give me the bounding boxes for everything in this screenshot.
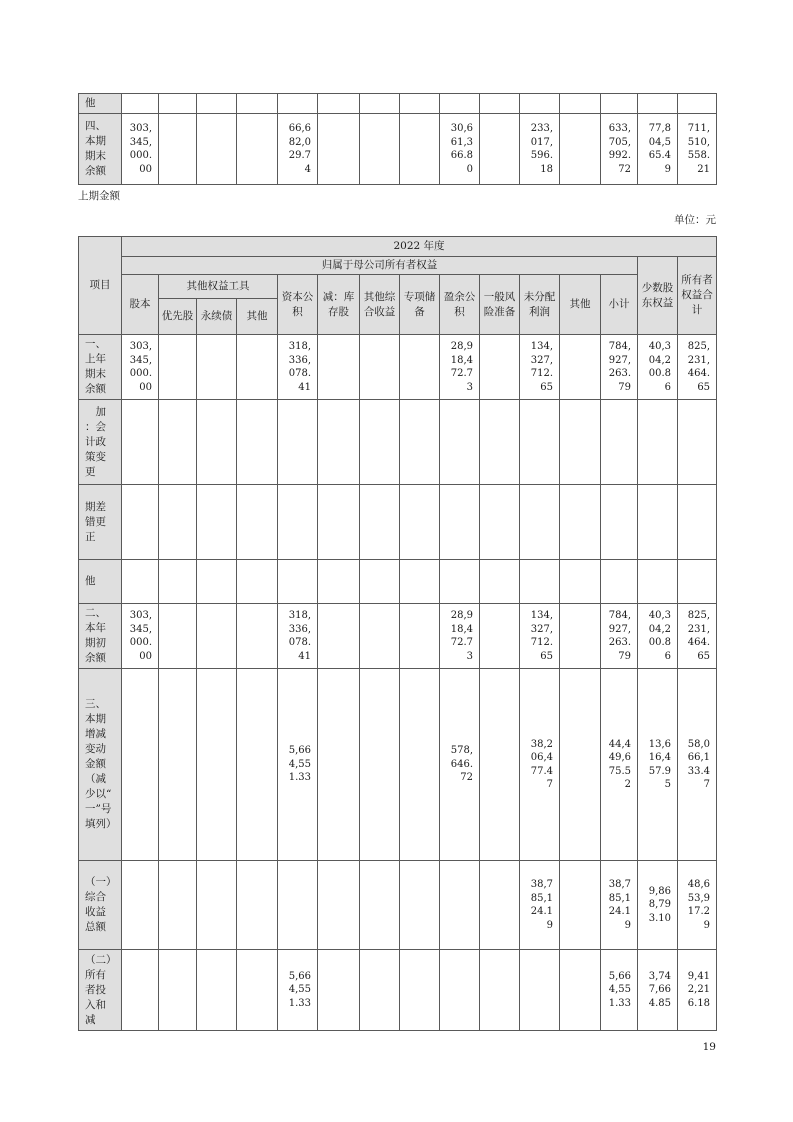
value-cell [122,950,159,1031]
value-cell [122,560,159,604]
value-cell: 303,345,000.00 [122,604,159,669]
value-cell: 5,664,551.33 [278,669,318,861]
value-cell [560,94,601,114]
value-cell [400,861,440,950]
header-special-reserve: 专项储备 [400,275,440,335]
value-cell [560,485,601,560]
value-cell: 66,682,029.74 [278,114,318,185]
value-cell [440,485,480,560]
value-cell [159,335,197,400]
value-cell [400,335,440,400]
value-cell [318,335,360,400]
value-cell [480,950,520,1031]
value-cell [278,861,318,950]
table-row [79,861,717,950]
value-cell [318,604,360,669]
table-row [79,94,717,114]
value-cell [318,114,360,185]
top-table [78,93,717,185]
value-cell [122,94,159,114]
value-cell: 134,327,712.65 [520,335,560,400]
table-row [79,400,717,485]
value-cell [159,560,197,604]
value-cell [360,335,400,400]
value-cell [237,400,278,485]
value-cell [197,114,237,185]
value-cell: 3,747,664.85 [638,950,678,1031]
header-share-capital: 股本 [122,275,159,335]
table-row [79,950,717,1031]
value-cell [318,94,360,114]
header-parent-group: 归属于母公司所有者权益 [122,257,638,275]
value-cell [480,669,520,861]
value-cell [237,604,278,669]
value-cell [360,485,400,560]
value-cell: 825,231,464.65 [678,604,717,669]
row-label: 加：会计政策变更 [79,400,122,485]
row-label: 四、本期期末余额 [79,114,122,185]
value-cell: 9,868,793.10 [638,861,678,950]
value-cell [520,485,560,560]
value-cell: 784,927,263.79 [601,604,638,669]
header-retained-earnings: 未分配利润 [520,275,560,335]
value-cell [480,560,520,604]
value-cell [400,400,440,485]
value-cell: 711,510,558.21 [678,114,717,185]
value-cell [560,114,601,185]
value-cell: 303,345,000.00 [122,335,159,400]
value-cell [159,861,197,950]
value-cell [678,485,717,560]
value-cell [601,560,638,604]
value-cell [237,335,278,400]
value-cell [122,400,159,485]
value-cell [480,604,520,669]
unit-label: 单位：元 [674,214,716,226]
table-row [79,335,717,400]
value-cell [601,94,638,114]
row-label: 他 [79,560,122,604]
value-cell [237,950,278,1031]
value-cell [237,114,278,185]
value-cell [237,560,278,604]
header-surplus-reserve: 盈余公积 [440,275,480,335]
table-row [79,560,717,604]
header-less-treasury: 减：库存股 [318,275,360,335]
value-cell [480,485,520,560]
value-cell [480,861,520,950]
value-cell [601,400,638,485]
value-cell [278,94,318,114]
value-cell [318,861,360,950]
value-cell [638,94,678,114]
header-year: 2022 年度 [122,237,717,257]
value-cell: 38,785,124.19 [520,861,560,950]
header-row-group [79,257,717,275]
value-cell [400,114,440,185]
value-cell [360,114,400,185]
value-cell [400,560,440,604]
value-cell [400,94,440,114]
value-cell [560,669,601,861]
value-cell [278,560,318,604]
value-cell [197,335,237,400]
value-cell [159,950,197,1031]
value-cell [400,669,440,861]
value-cell [440,861,480,950]
table-row [79,669,717,861]
value-cell: 77,804,565.49 [638,114,678,185]
row-label: 二、本年期初余额 [79,604,122,669]
value-cell [318,400,360,485]
value-cell [197,604,237,669]
value-cell [360,560,400,604]
value-cell [560,604,601,669]
value-cell: 38,785,124.19 [601,861,638,950]
value-cell [197,485,237,560]
value-cell [159,669,197,861]
header-row-columns [79,275,717,299]
value-cell [197,950,237,1031]
value-cell [638,400,678,485]
value-cell [159,94,197,114]
value-cell [159,604,197,669]
value-cell: 28,918,472.73 [440,604,480,669]
value-cell [237,485,278,560]
value-cell [440,560,480,604]
table-row [79,114,717,185]
value-cell [678,560,717,604]
value-cell [678,400,717,485]
value-cell: 318,336,078.41 [278,604,318,669]
value-cell [122,861,159,950]
header-subtotal: 小计 [601,275,638,335]
value-cell [440,94,480,114]
value-cell: 38,206,477.47 [520,669,560,861]
value-cell [400,604,440,669]
row-label: 他 [79,94,122,114]
value-cell: 303,345,000.00 [122,114,159,185]
value-cell [560,560,601,604]
value-cell [480,335,520,400]
value-cell [638,485,678,560]
value-cell: 825,231,464.65 [678,335,717,400]
value-cell [560,400,601,485]
value-cell [122,669,159,861]
value-cell [360,861,400,950]
value-cell [360,94,400,114]
header-item: 项目 [79,237,122,335]
value-cell: 5,664,551.33 [601,950,638,1031]
value-cell [520,400,560,485]
value-cell: 28,918,472.73 [440,335,480,400]
value-cell: 784,927,263.79 [601,335,638,400]
value-cell [278,485,318,560]
header-other-tool: 其他 [237,299,278,335]
header-total-equity: 所有者权益合计 [678,257,717,335]
value-cell [560,861,601,950]
header-row-year [79,237,717,257]
value-cell [440,400,480,485]
value-cell [520,560,560,604]
header-perpetual-bonds: 永续债 [197,299,237,335]
value-cell [278,400,318,485]
value-cell [480,94,520,114]
value-cell [237,669,278,861]
main-table [78,236,717,1031]
value-cell [440,950,480,1031]
value-cell [197,560,237,604]
value-cell [360,669,400,861]
value-cell: 30,661,366.80 [440,114,480,185]
table-row [79,604,717,669]
value-cell [197,400,237,485]
value-cell: 58,066,133.47 [678,669,717,861]
value-cell [318,560,360,604]
value-cell [678,94,717,114]
value-cell [318,669,360,861]
value-cell: 134,327,712.65 [520,604,560,669]
value-cell: 44,449,675.52 [601,669,638,861]
value-cell: 48,653,917.29 [678,861,717,950]
value-cell [560,335,601,400]
row-label: 三、本期增减变动金额（减少以“一”号填列） [79,669,122,861]
value-cell [318,485,360,560]
page-number: 19 [702,1041,716,1053]
value-cell [360,950,400,1031]
value-cell [520,950,560,1031]
value-cell [480,114,520,185]
header-other: 其他 [560,275,601,335]
value-cell [159,114,197,185]
value-cell [197,94,237,114]
value-cell [122,485,159,560]
page-content [78,93,716,1031]
value-cell: 40,304,200.86 [638,335,678,400]
value-cell: 578,646.72 [440,669,480,861]
value-cell [159,400,197,485]
value-cell: 318,336,078.41 [278,335,318,400]
value-cell: 633,705,992.72 [601,114,638,185]
value-cell [197,861,237,950]
header-preferred-shares: 优先股 [159,299,197,335]
value-cell [400,950,440,1031]
value-cell: 13,616,457.95 [638,669,678,861]
value-cell [360,400,400,485]
header-other-equity-tools: 其他权益工具 [159,275,278,299]
value-cell [638,560,678,604]
row-label: （二）所有者投入和减 [79,950,122,1031]
header-capital-reserve: 资本公积 [278,275,318,335]
prior-period-label: 上期金额 [78,190,120,202]
value-cell [237,861,278,950]
header-general-risk-reserve: 一般风险准备 [480,275,520,335]
header-minority-interest: 少数股东权益 [638,257,678,335]
row-label: （一）综合收益总额 [79,861,122,950]
value-cell [520,94,560,114]
row-label: 期差错更正 [79,485,122,560]
value-cell [360,604,400,669]
value-cell [197,669,237,861]
value-cell: 5,664,551.33 [278,950,318,1031]
value-cell [480,400,520,485]
value-cell [560,950,601,1031]
value-cell [318,950,360,1031]
header-other-comprehensive-income: 其他综合收益 [360,275,400,335]
value-cell [159,485,197,560]
value-cell: 233,017,596.18 [520,114,560,185]
table-row [79,485,717,560]
value-cell [601,485,638,560]
row-label: 一、上年期末余额 [79,335,122,400]
value-cell [400,485,440,560]
value-cell: 40,304,200.86 [638,604,678,669]
value-cell [237,94,278,114]
value-cell: 9,412,216.18 [678,950,717,1031]
